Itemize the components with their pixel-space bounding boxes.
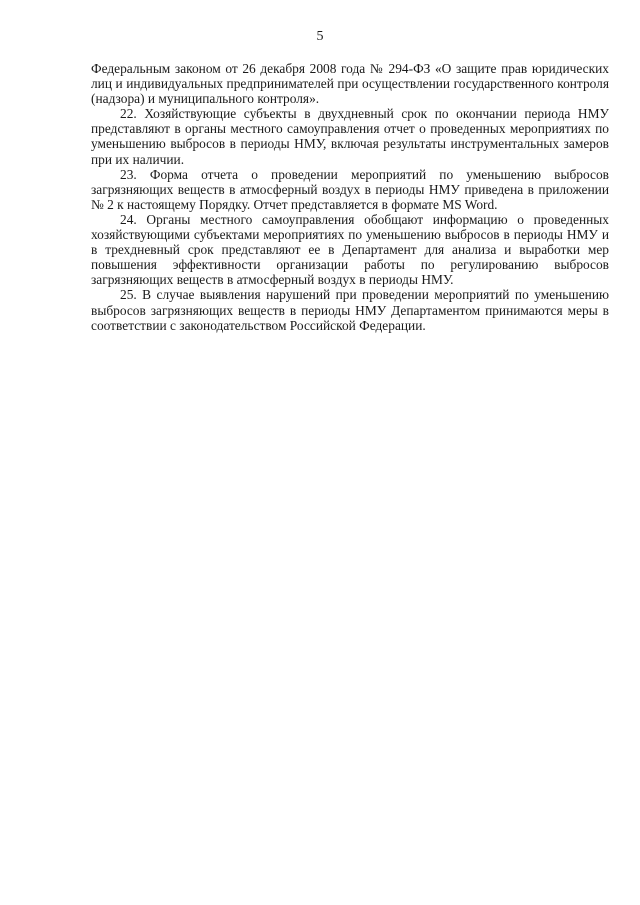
document-body (91, 61, 609, 333)
page-number: 5 (316, 29, 324, 44)
paragraph-22: 22. Хозяйствующие субъекты в двухдневный срок по окончании периода НМУ представляют в органы местного самоуправления отчет о проведенных мероприятиях по уменьшению выбросов в периоды НМУ, включая результаты инструментальных замеров при их наличии. (91, 106, 609, 167)
paragraph-25: 25. В случае выявления нарушений при проведении мероприятий по уменьшению выбросов загрязняющих веществ в периоды НМУ Департаментом принимаются меры в соответствии с законодательством Российской Федерации. (91, 287, 609, 333)
paragraph-continuation: Федеральным законом от 26 декабря 2008 года № 294-ФЗ «О защите прав юридических лиц и индивидуальных предпринимателей при осуществлении государственного контроля (надзора) и муниципального контроля». (91, 61, 609, 107)
paragraph-24: 24. Органы местного самоуправления обобщают информацию о проведенных хозяйствующими субъектами мероприятиях по уменьшению выбросов в периоды НМУ и в трехдневный срок представляют ее в Департамент для анализа и выработки мер повышения эффективности организации работы по регулированию выбросов загрязняющих веществ в атмосферный воздух в периоды НМУ. (91, 211, 609, 288)
paragraph-23: 23. Форма отчета о проведении мероприятий по уменьшению выбросов загрязняющих веществ в атмосферный воздух в периоды НМУ приведена в приложении № 2 к настоящему Порядку. Отчет представляется в формате MS Word. (91, 166, 609, 212)
